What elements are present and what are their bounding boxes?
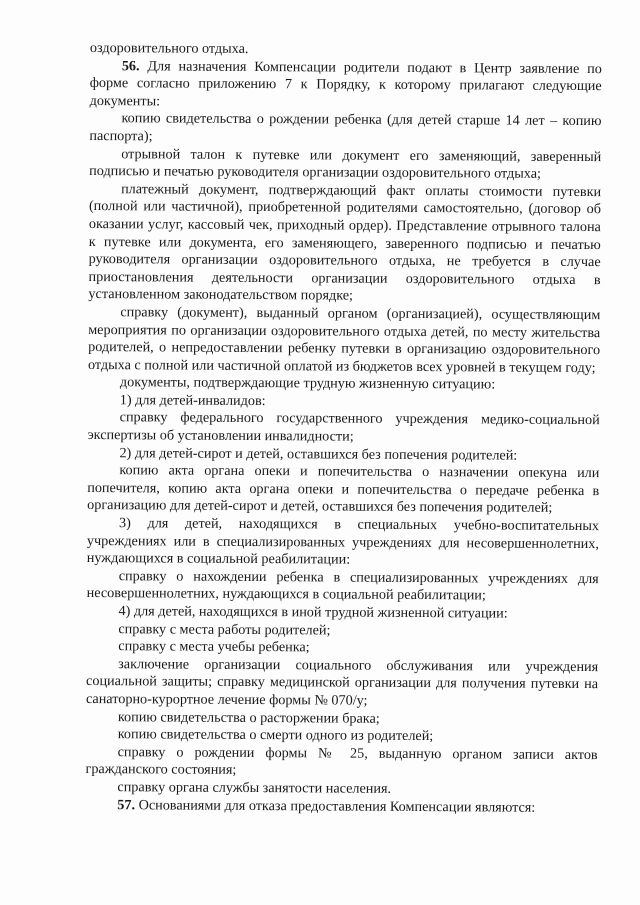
paragraph	[86, 656, 598, 712]
paragraph-text: 1) для детей-инвалидов:	[119, 392, 266, 409]
paragraph-text: 3) для детей, находящихся в специальных учебно-воспитательных учреждениях или в специализированных учреждениях для несовершеннолетних, нуждающихся в социальной реабилитации:	[86, 515, 600, 568]
paragraph-text: Для назначения Компенсации родители подают в Центр заявление по форме согласно приложению 7 к Порядку, к которому прилагают следующие документы:	[89, 57, 602, 110]
paragraph-text: справку о рождении формы № 25, выданную органом записи актов гражданского состояния;	[85, 743, 598, 779]
paragraph-text: справку органа службы занятости населения.	[117, 779, 392, 797]
paragraph-text: справку с места учебы ребенка;	[118, 638, 310, 656]
clause-number: 57.	[117, 796, 136, 813]
clause-number: 56.	[121, 57, 140, 74]
paragraph-text: справку с места работы родителей;	[118, 620, 331, 639]
paragraph	[88, 181, 601, 307]
paragraph-text: заключение организации социального обслуживания или учреждения социальной защиты; справку медицинской организации для получения путевки на санаторно-курортное лечение формы № 070/у;	[85, 655, 599, 709]
paragraph-text: справку федерального государственного учреждения медико-социальной экспертизы об установлении инвалидности;	[87, 409, 600, 445]
paragraph	[88, 409, 600, 447]
paragraph	[87, 515, 599, 571]
paragraph	[89, 146, 601, 184]
paragraph-text: отрывной талон к путевке или документ его заменяющий, заверенный подписью и печатью руководителя организации оздоровительного отдыха;	[89, 145, 602, 182]
paragraph-text: платежный документ, подтверждающий факт оплаты стоимости путевки (полной или частичной), приобретенной родителями самостоятельно, (договор об оказании услуг, кассовый чек, приходный ордер). Представление отрывного талона к путевке или документа, его заменяющего, заверенного подписью и печатью руководителя организации оздоровительного отдыха, не требуется в случае приостановления деятельности организации оздоровительного отдыха в установленном законодательством порядке;	[88, 180, 602, 304]
paragraph-text: копию акта органа опеки и попечительства о назначении опекуна или попечителя, копию акта органа опеки и попечительства о передаче ребенка в организацию для детей-сирот и детей, оставшихся без попечения родителей;	[87, 462, 600, 517]
paragraph-text: оздоровительного отдыха.	[89, 40, 249, 57]
paragraph-57	[85, 797, 597, 818]
paragraph-text: справку (документ), выданный органом (организацией), осуществляющим мероприятия по организации оздоровительного отдыха детей, по месту жительства родителей, о непредоставлении ребенку путевки в организацию оздоровительного отдыха с полной или частичной оплатой из бюджетов всех уровней в текущем году;	[87, 304, 601, 376]
paragraph	[87, 462, 599, 518]
paragraph-text: копию свидетельства о смерти одного из родителей;	[117, 726, 434, 745]
paragraph	[87, 568, 599, 606]
document-body	[85, 40, 602, 817]
paragraph-text: справку о нахождении ребенка в специализированных учреждениях для несовершеннолетних, нуждающихся в социальной реабилитации;	[86, 567, 599, 604]
paragraph	[88, 304, 600, 378]
paragraph-56	[90, 58, 602, 114]
paragraph	[85, 744, 597, 782]
paragraph-text: документы, подтверждающие трудную жизненную ситуацию:	[119, 374, 496, 393]
paragraph-text: копию свидетельства о рождении ребенка (для детей старше 14 лет – копию паспорта);	[89, 110, 602, 145]
paragraph-text: копию свидетельства о расторжении брака;	[117, 708, 380, 727]
paragraph-text: 4) для детей, находящихся в иной трудной жизненной ситуации:	[118, 603, 508, 622]
paragraph	[89, 110, 601, 148]
paragraph-text: 2) для детей-сирот и детей, оставшихся без попечения родителей:	[119, 444, 518, 464]
paragraph-text: Основаниями для отказа предоставления Компенсации являются:	[135, 796, 536, 816]
